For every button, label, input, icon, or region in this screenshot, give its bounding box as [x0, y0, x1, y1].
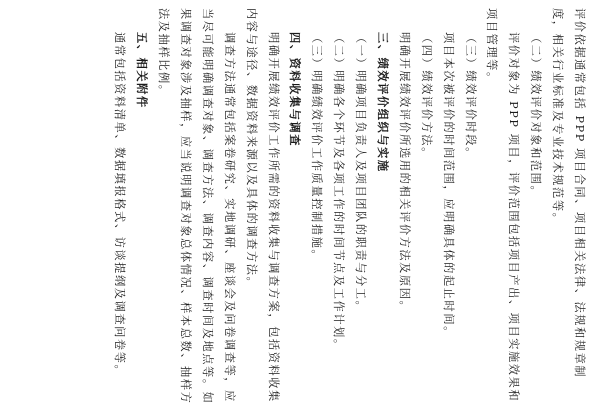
text-line: 明确开展绩效评价所选用的相关评价方法及原因。	[397, 32, 411, 314]
text-line: 调查方法通常包括案卷研究、实地调研、座谈会及问卷调查等，应	[222, 32, 236, 403]
text-line: 内容与途径、数据资料来源以及具体的调查方法。	[244, 8, 258, 290]
text-line: 项目本次被评价的时间范围，应明确具体的起止时间。	[441, 32, 455, 339]
rotated-text-block	[8, 8, 590, 404]
text-line: 果调查对象涉及抽样，应当说明调查对象总体情况、样本总数、抽样方	[178, 8, 192, 404]
text-line: 明确开展绩效评价工作所需的资料收集与调查方案，包括资料收集	[266, 32, 280, 403]
section-subheading: （二）绩效评价对象和范围。	[529, 32, 543, 199]
list-item: （一）明确项目负责人及项目团队的职责与分工。	[354, 32, 368, 314]
text-line: 通常包括资料清单、数据填报格式、访谈提纲及调查问卷等。	[113, 32, 127, 378]
list-item: （三）明确绩效评价工作质量控制措施。	[310, 32, 324, 263]
text-line: 当尽可能明确调查对象、调查方法、调查内容、调查时间及地点等。如	[200, 8, 214, 404]
section-heading: 四、资料收集与调查	[288, 32, 303, 148]
list-item: （二）明确各个环节及各项工作的时间节点及工作计划。	[332, 32, 346, 352]
text-line: 度，相关行业标准及专业技术规范等。	[551, 8, 565, 226]
section-subheading: （三）绩效评价时段。	[463, 32, 477, 160]
section-subheading: （四）绩效评价方法。	[419, 32, 433, 160]
text-line: 评价对象为 PPP 项目，评价范围包括项目产出、项目实施效果和	[507, 32, 521, 403]
text-line: 法及抽样比例。	[157, 8, 171, 98]
text-line: 评价依据通常包括 PPP 项目合同、项目相关法律、法规和规章制	[573, 8, 586, 379]
text-line: 项目管理等。	[485, 8, 499, 85]
section-heading: 三、绩效评价组织与实施	[375, 32, 390, 173]
section-heading: 五、相关附件	[135, 32, 150, 109]
